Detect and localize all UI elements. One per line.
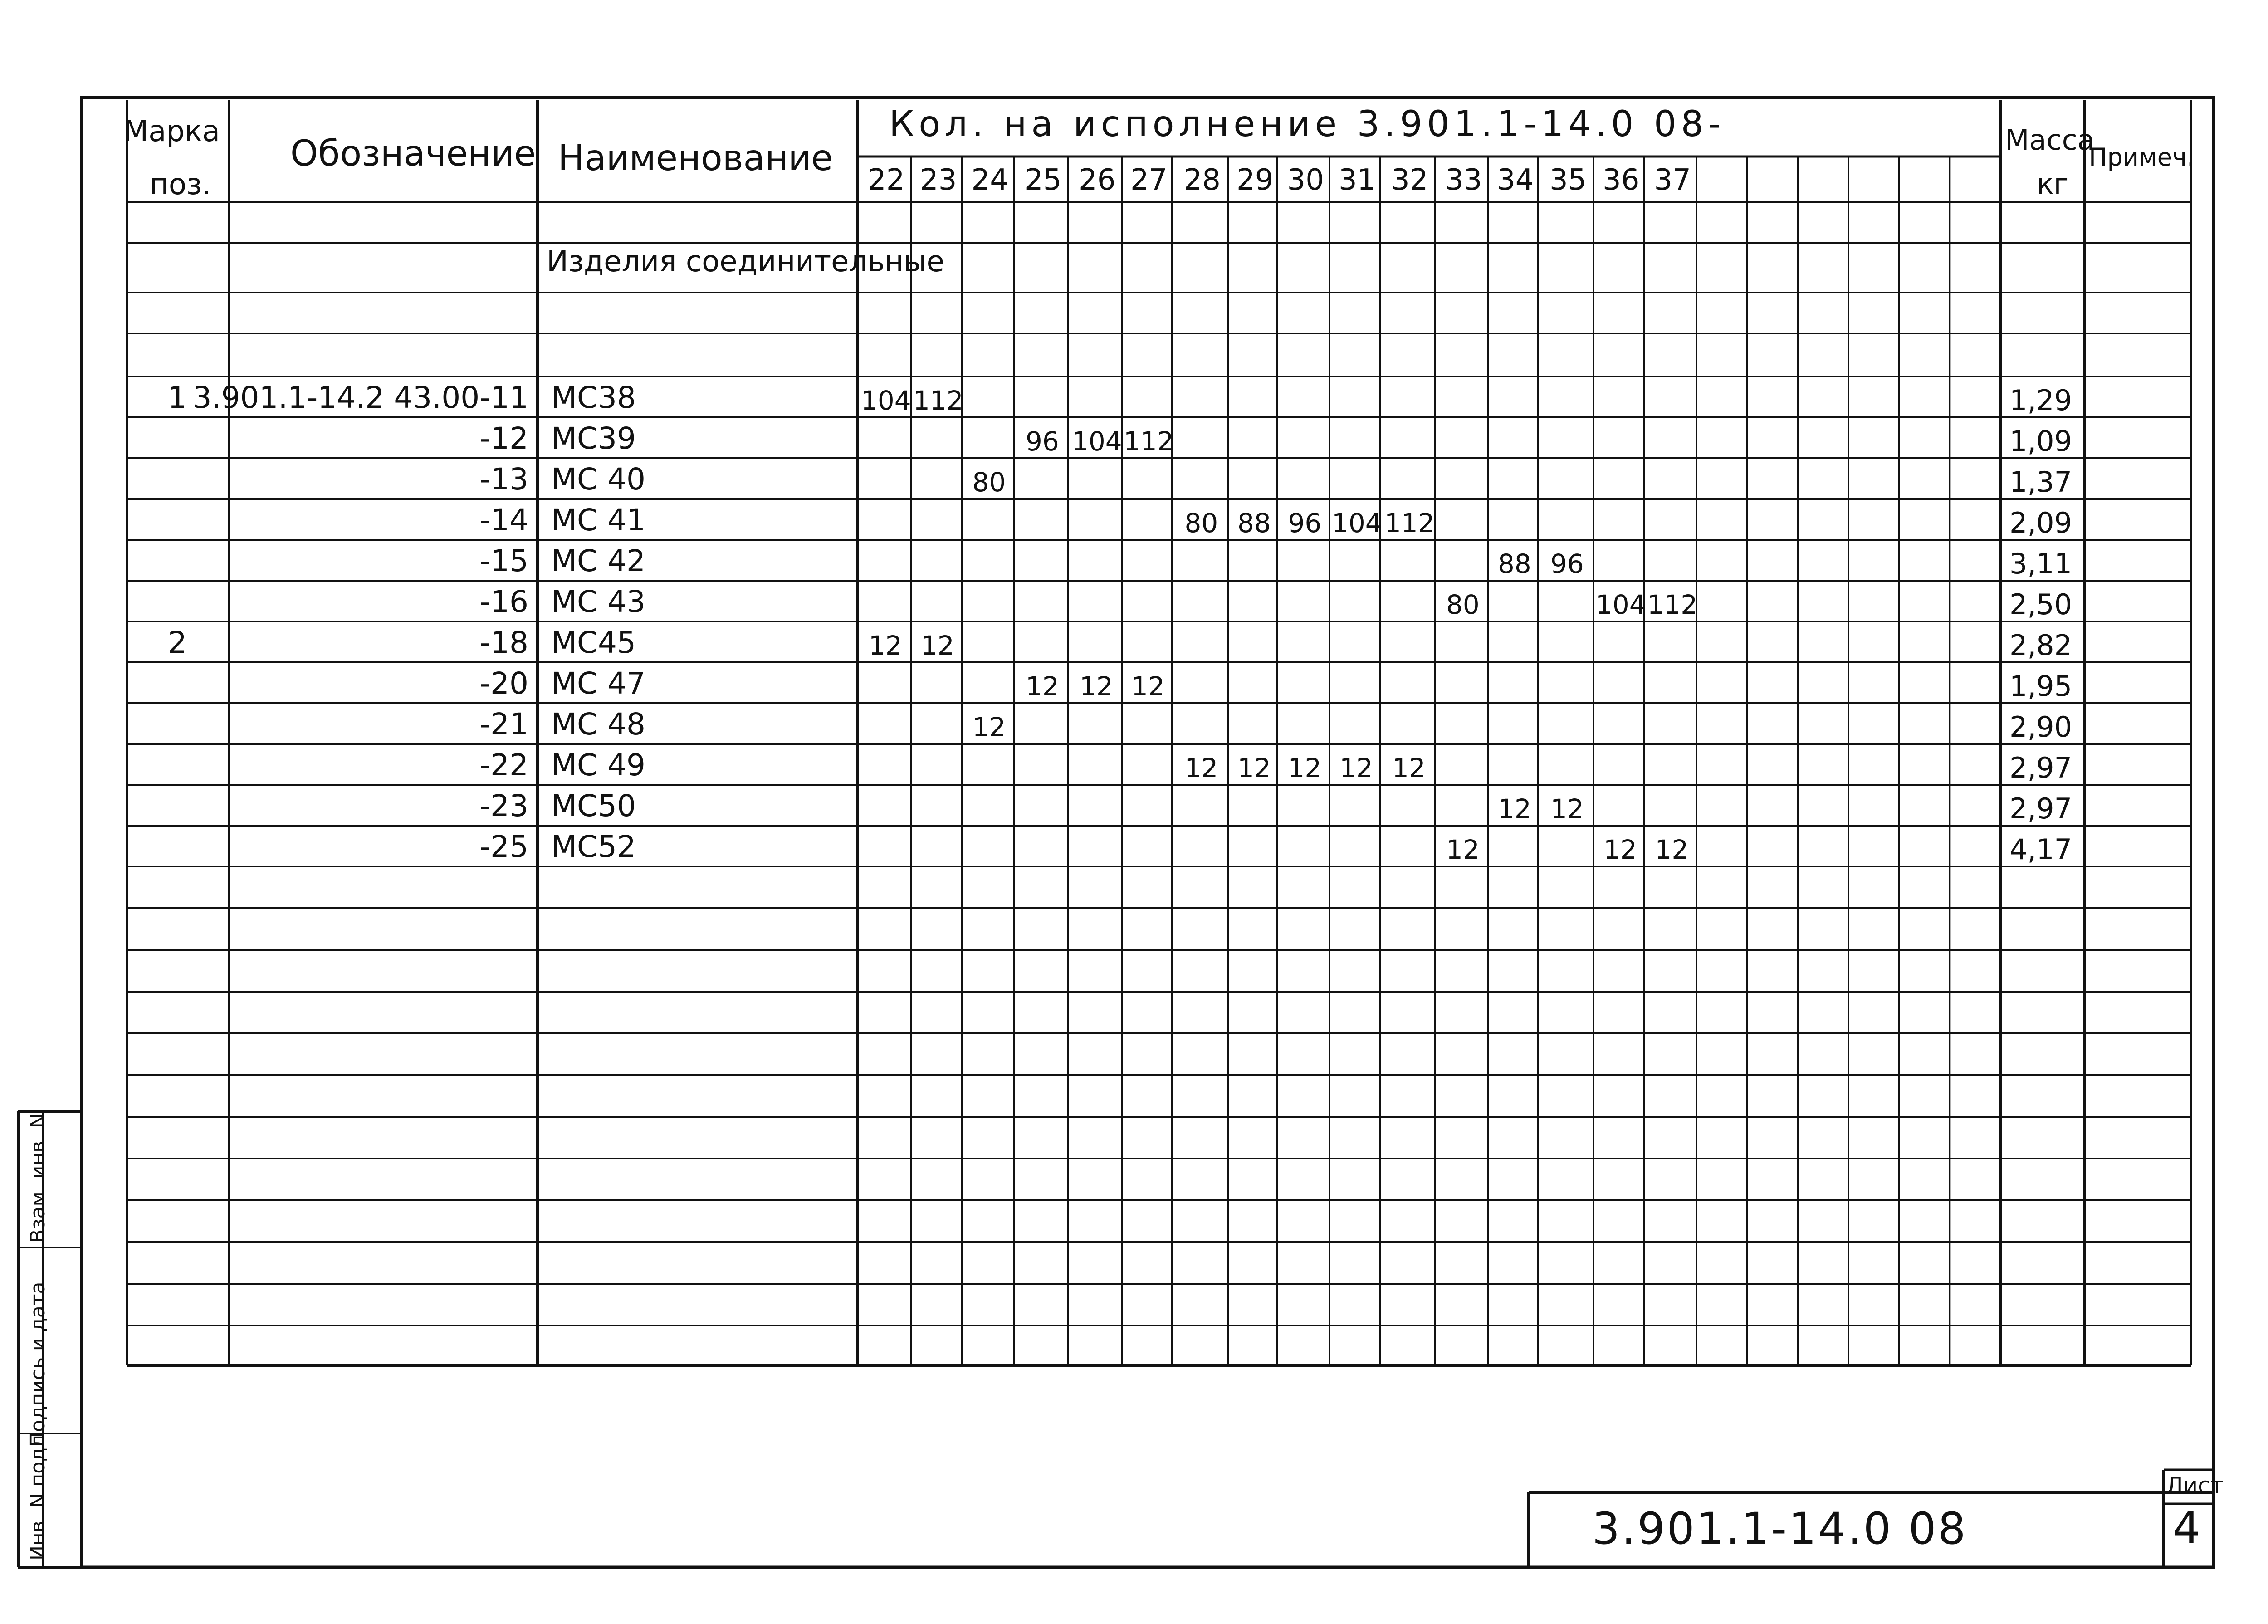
row-qty: 112 (1124, 426, 1174, 457)
variant-header: 29 (1237, 163, 1274, 197)
row-name: МС 43 (551, 584, 645, 619)
row-qty: 96 (1026, 426, 1059, 457)
row-designation: -14 (479, 503, 528, 538)
variant-header: 34 (1497, 163, 1534, 197)
side-inv-orig: Инв. N подл. (26, 1428, 49, 1560)
variant-header: 23 (920, 163, 957, 197)
row-qty: 12 (1237, 753, 1271, 783)
row-qty: 12 (1550, 793, 1584, 824)
row-designation: -21 (479, 707, 528, 742)
row-qty: 104 (1072, 426, 1122, 457)
sheet-label: Лист (2166, 1472, 2224, 1499)
row-mass: 2,97 (2009, 792, 2072, 825)
row-qty: 96 (1288, 508, 1322, 538)
header-name: Наименование (558, 138, 833, 179)
row-qty: 12 (1131, 671, 1165, 702)
row-mass: 4,17 (2009, 833, 2072, 866)
sheet-number: 4 (2173, 1502, 2201, 1553)
row-designation: -20 (479, 666, 528, 701)
row-designation: -25 (479, 829, 528, 864)
row-qty: 96 (1550, 548, 1584, 579)
row-qty: 12 (1339, 753, 1373, 783)
row-qty: 112 (1384, 508, 1435, 538)
variant-header: 26 (1079, 163, 1116, 197)
row-name: МС52 (551, 829, 636, 864)
row-qty: 104 (1596, 589, 1646, 620)
row-mass: 1,09 (2009, 425, 2072, 458)
variant-header: 25 (1025, 163, 1062, 197)
variant-header: 37 (1654, 163, 1691, 197)
row-mass: 2,97 (2009, 751, 2072, 784)
row-mass: 2,50 (2009, 588, 2072, 621)
row-name: МС 47 (551, 666, 645, 701)
row-designation: -23 (479, 788, 528, 823)
header-mass-bottom: кг (2037, 167, 2069, 201)
row-qty: 88 (1237, 508, 1271, 538)
variant-header: 30 (1287, 163, 1324, 197)
row-mark: 2 (168, 625, 187, 660)
row-qty: 12 (1026, 671, 1059, 702)
row-name: МС50 (551, 788, 636, 823)
variant-header: 24 (971, 163, 1008, 197)
variant-header: 35 (1549, 163, 1587, 197)
row-qty: 88 (1498, 548, 1531, 579)
row-qty: 12 (1498, 793, 1531, 824)
document-number: 3.901.1-14.0 08 (1592, 1503, 1968, 1554)
side-sign-date: Подпись и дата (26, 1282, 49, 1447)
row-mass: 2,90 (2009, 710, 2072, 744)
row-designation: -22 (479, 748, 528, 783)
variant-header: 28 (1183, 163, 1221, 197)
row-name: МС 49 (551, 748, 645, 783)
row-mass: 1,29 (2009, 384, 2072, 417)
row-qty: 12 (972, 712, 1006, 743)
row-qty: 12 (1080, 671, 1113, 702)
header-mark-top: Марка (123, 115, 220, 148)
row-designation: -12 (479, 421, 528, 456)
row-name: МС38 (551, 380, 636, 415)
row-qty: 112 (1647, 589, 1698, 620)
header-designation: Обозначение (290, 133, 536, 174)
variant-header: 36 (1603, 163, 1640, 197)
row-designation: -18 (479, 625, 528, 660)
variant-header: 32 (1391, 163, 1428, 197)
row-qty: 12 (1288, 753, 1322, 783)
row-qty: 104 (1332, 508, 1382, 538)
row-mass: 1,37 (2009, 465, 2072, 499)
row-name: МС39 (551, 421, 636, 456)
row-designation: 3.901.1-14.2 43.00-11 (192, 380, 528, 415)
variant-header: 22 (868, 163, 905, 197)
row-mass: 3,11 (2009, 547, 2072, 580)
row-mark: 1 (168, 380, 187, 415)
row-qty: 112 (913, 385, 963, 416)
row-name: МС 48 (551, 707, 645, 742)
side-inv-swap: Взам. инв. N (26, 1113, 49, 1243)
row-qty: 80 (1184, 508, 1218, 538)
row-qty: 80 (1446, 589, 1480, 620)
header-note: Примеч. (2089, 143, 2195, 171)
row-qty: 12 (921, 630, 954, 661)
row-qty: 80 (972, 467, 1006, 498)
row-name: МС 41 (551, 503, 645, 538)
row-mass: 2,82 (2009, 629, 2072, 662)
variant-header: 27 (1130, 163, 1168, 197)
variant-header: 31 (1339, 163, 1376, 197)
row-qty: 12 (1446, 834, 1480, 865)
row-name: МС 42 (551, 543, 645, 578)
row-designation: -15 (479, 543, 528, 578)
row-name: МС45 (551, 625, 636, 660)
row-qty: 104 (861, 385, 911, 416)
row-qty: 12 (1603, 834, 1637, 865)
row-qty: 12 (1655, 834, 1689, 865)
row-qty: 12 (869, 630, 902, 661)
row-qty: 12 (1184, 753, 1218, 783)
section-title: Изделия соединительные (547, 245, 944, 279)
row-qty: 12 (1392, 753, 1426, 783)
row-designation: -16 (479, 584, 528, 619)
row-mass: 1,95 (2009, 670, 2072, 703)
header-mark-bottom: поз. (150, 168, 211, 201)
row-mass: 2,09 (2009, 506, 2072, 539)
header-qty: Кол. на исполнение 3.901.1-14.0 08- (889, 104, 1725, 145)
row-name: МС 40 (551, 462, 645, 497)
variant-header: 33 (1445, 163, 1482, 197)
header-mass-top: Масса (2005, 123, 2095, 157)
row-designation: -13 (479, 462, 528, 497)
